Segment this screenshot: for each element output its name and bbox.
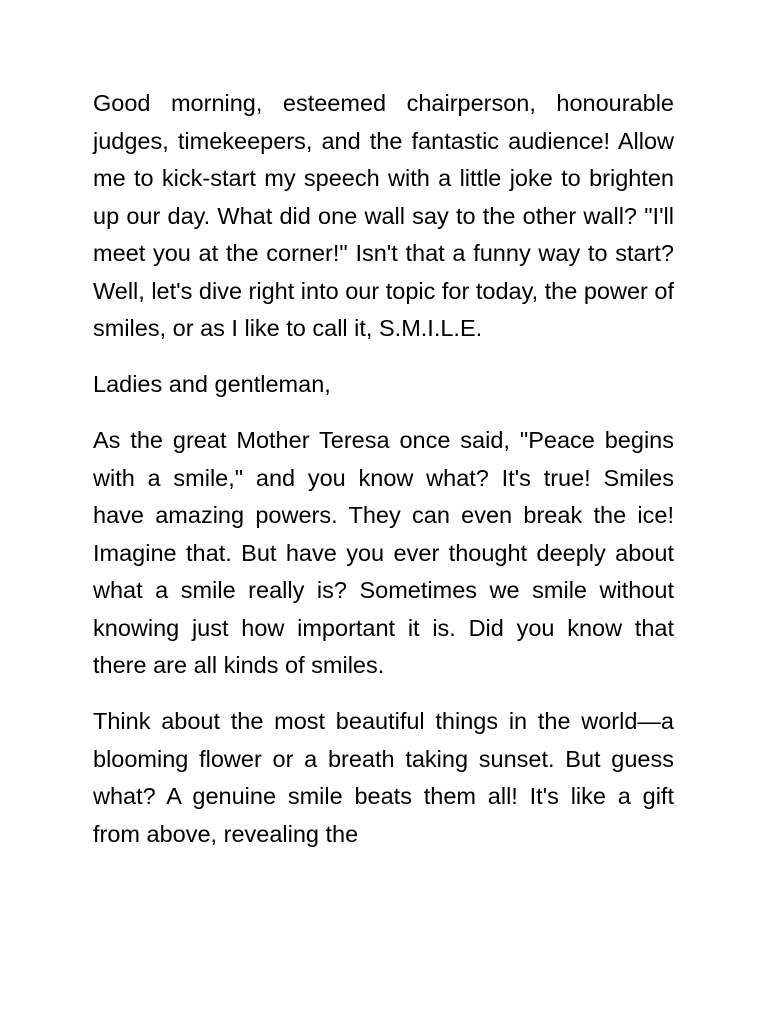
paragraph-mother-teresa: As the great Mother Teresa once said, "Peace begins with a smile," and you know what? It's true! Smiles have amazing powers. They can even break the ice! Imagine that. But have you ever thought deeply about what a smile really is? Sometimes we smile without knowing just how important it is. Did you know that there are all kinds of smiles. [93,427,674,678]
paragraph-beautiful-things: Think about the most beautiful things in the world—a blooming flower or a breath taking sunset. But guess what? A genuine smile beats them all! It's like a gift from above, revealing the [93,708,674,847]
document-page [93,85,674,872]
paragraph-salutation: Ladies and gentleman, [93,371,331,397]
paragraph-intro: Good morning, esteemed chairperson, honourable judges, timekeepers, and the fantastic audience! Allow me to kick-start my speech with a little joke to brighten up our day. What did one wall say to the other wall? "I'll meet you at the corner!" Isn't that a funny way to start? Well, let's dive right into our topic for today, the power of smiles, or as I like to call it, S.M.I.L.E. [93,90,674,341]
